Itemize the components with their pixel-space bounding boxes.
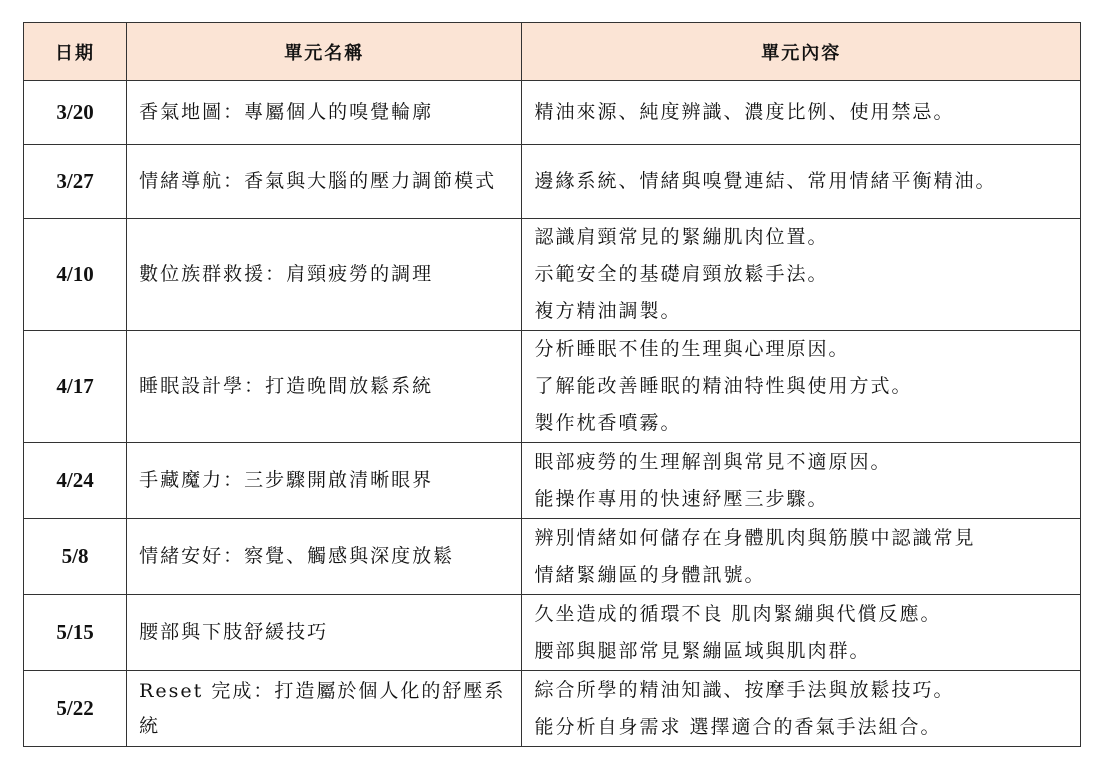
content-line: 情緒緊繃區的身體訊號。: [534, 563, 766, 586]
row-date: 4/17: [24, 331, 127, 443]
content-line: 能分析自身需求 選擇適合的香氣手法組合。: [534, 715, 942, 738]
course-schedule-table: [23, 22, 1081, 747]
unit-name-text: 腰部與下肢舒緩技巧: [139, 621, 329, 643]
header-unit-content: 單元內容: [522, 23, 1081, 81]
table-row: [24, 81, 1081, 145]
row-unit-content: [522, 519, 1081, 595]
content-line: 了解能改善睡眠的精油特性與使用方式。: [534, 375, 913, 397]
row-unit-name: [127, 219, 522, 331]
row-unit-name: [127, 443, 522, 519]
unit-name-text: 香氣地圖：專屬個人的嗅覺輪廓: [139, 101, 434, 123]
content-line: 認識肩頸常見的緊繃肌肉位置。: [534, 226, 829, 248]
unit-name-text: 數位族群救援：肩頸疲勞的調理: [139, 263, 434, 285]
header-date: 日期: [24, 23, 127, 81]
table-row: [24, 519, 1081, 595]
content-line: 分析睡眠不佳的生理與心理原因。: [534, 338, 850, 360]
content-line: 邊緣系統、情緒與嗅覺連結、常用情緒平衡精油。: [534, 170, 997, 192]
row-unit-name: [127, 671, 522, 747]
row-unit-content: [522, 219, 1081, 331]
content-line: 眼部疲勞的生理解剖與常見不適原因。: [534, 450, 892, 473]
content-line: 製作枕香噴霧。: [534, 412, 682, 434]
content-line: 能操作專用的快速紓壓三步驟。: [534, 487, 829, 510]
row-unit-content: [522, 81, 1081, 145]
row-unit-content: [522, 331, 1081, 443]
row-unit-content: [522, 145, 1081, 219]
row-unit-content: [522, 595, 1081, 671]
row-date: 5/15: [24, 595, 127, 671]
content-line: 綜合所學的精油知識、按摩手法與放鬆技巧。: [534, 678, 955, 701]
unit-name-text: Reset 完成：打造屬於個人化的舒壓系統: [139, 679, 506, 737]
row-date: 3/27: [24, 145, 127, 219]
table-row: [24, 331, 1081, 443]
row-date: 4/10: [24, 219, 127, 331]
row-date: 5/8: [24, 519, 127, 595]
content-line: 辨別情緒如何儲存在身體肌肉與筋膜中認識常見: [534, 526, 976, 549]
row-date: 4/24: [24, 443, 127, 519]
row-date: 5/22: [24, 671, 127, 747]
row-unit-name: [127, 519, 522, 595]
unit-name-text: 情緒導航：香氣與大腦的壓力調節模式: [139, 170, 497, 192]
content-line: 複方精油調製。: [534, 300, 682, 322]
header-row: [24, 23, 1081, 81]
row-unit-content: [522, 671, 1081, 747]
row-unit-name: [127, 81, 522, 145]
table-row: [24, 219, 1081, 331]
row-unit-content: [522, 443, 1081, 519]
content-line: 示範安全的基礎肩頸放鬆手法。: [534, 263, 829, 285]
content-line: 久坐造成的循環不良 肌肉緊繃與代償反應。: [534, 602, 942, 625]
unit-name-text: 睡眠設計學：打造晚間放鬆系統: [139, 375, 434, 397]
table-row: [24, 671, 1081, 747]
table-row: [24, 595, 1081, 671]
row-unit-name: [127, 595, 522, 671]
row-unit-name: [127, 145, 522, 219]
content-line: 腰部與腿部常見緊繃區域與肌肉群。: [534, 639, 871, 662]
unit-name-text: 情緒安好：察覺、觸感與深度放鬆: [139, 545, 455, 567]
row-unit-name: [127, 331, 522, 443]
row-date: 3/20: [24, 81, 127, 145]
table-row: [24, 145, 1081, 219]
header-unit-name: 單元名稱: [127, 23, 522, 81]
content-line: 精油來源、純度辨識、濃度比例、使用禁忌。: [534, 101, 955, 123]
table-row: [24, 443, 1081, 519]
unit-name-text: 手藏魔力：三步驟開啟清晰眼界: [139, 469, 434, 491]
